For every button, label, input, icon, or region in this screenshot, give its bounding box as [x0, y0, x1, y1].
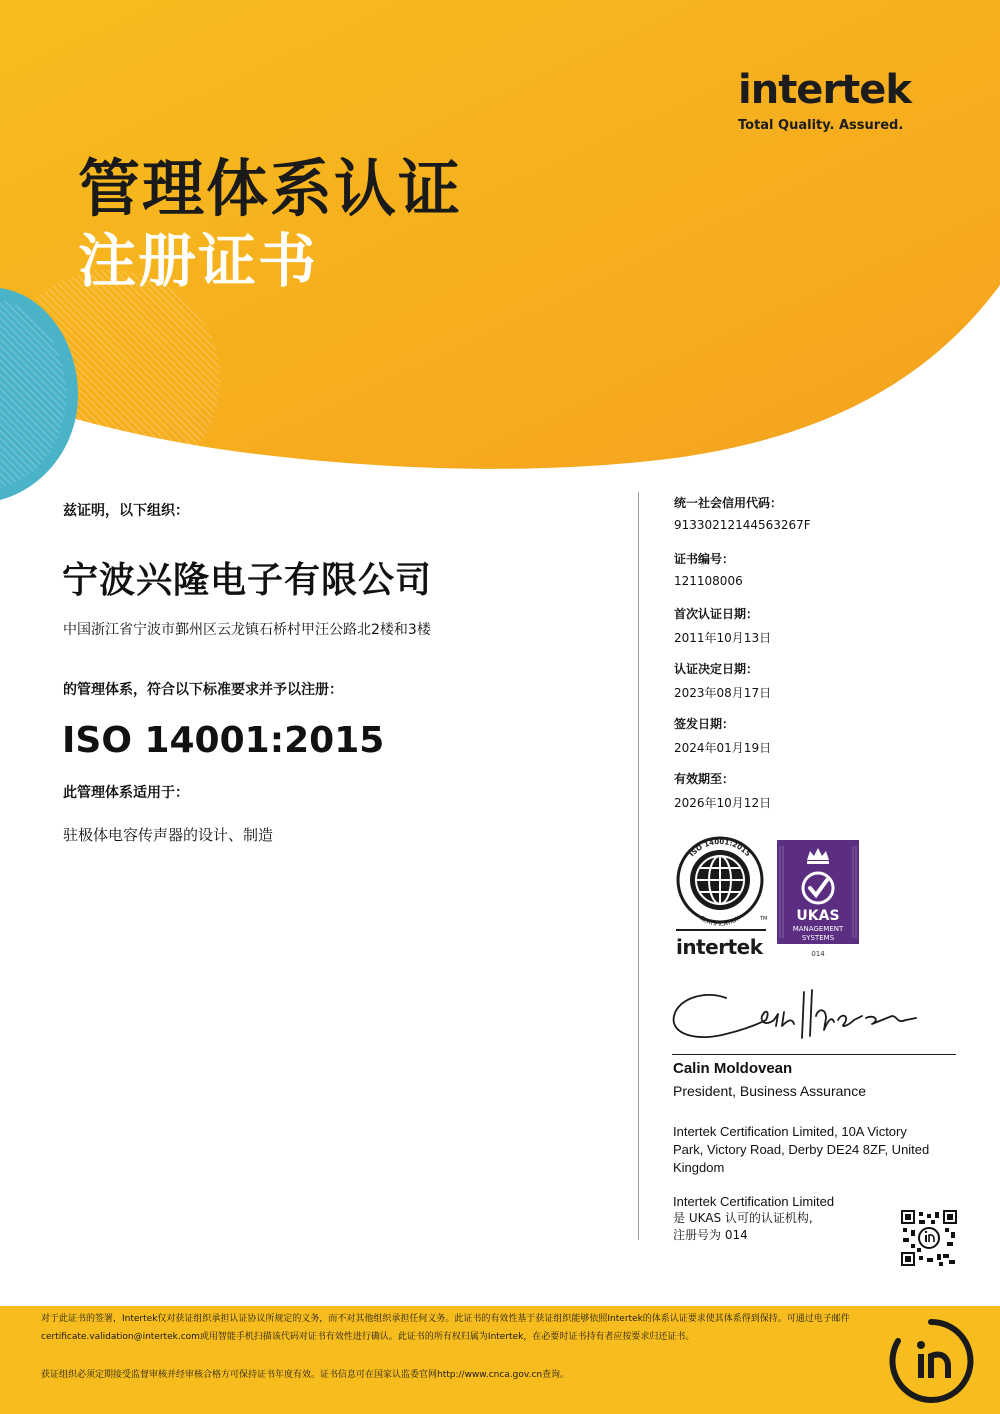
iso-cert-text: CERTIFICATION: [698, 914, 742, 929]
management-statement: 的管理体系，符合以下标准要求并予以注册：: [63, 682, 343, 698]
valid-until-label: 有效期至：: [674, 772, 735, 786]
ukas-sub2: SYSTEMS: [801, 934, 835, 942]
issue-date-value: 2024年01月19日: [674, 741, 772, 755]
ukas-badge: [777, 840, 859, 960]
logo-wordmark: intertek: [738, 67, 912, 113]
svg-text:CERTIFICATION: [698, 914, 742, 928]
cert-number-label: 证书编号：: [674, 552, 735, 566]
intertek-in-mark-icon: [888, 1318, 974, 1404]
trademark-text: TM: [760, 916, 768, 922]
ukas-accreditation: [673, 1193, 873, 1244]
signature-line: [672, 1054, 956, 1055]
first-cert-value: 2011年10月13日: [674, 631, 772, 645]
company-name: 宁波兴隆电子有限公司: [62, 560, 433, 601]
signatory-name: Calin Moldovean: [673, 1060, 793, 1077]
issue-date-label: 签发日期：: [674, 717, 735, 731]
credit-code-value: 91330212144563267F: [674, 518, 811, 532]
iso-ring-text: ISO 14001:2015: [687, 837, 752, 859]
intro-text: 兹证明，以下组织：: [63, 503, 189, 519]
ukas-line-3: 注册号为 014: [673, 1228, 748, 1242]
scope-heading: 此管理体系适用于：: [63, 785, 189, 801]
logo-tagline: Total Quality. Assured.: [738, 118, 904, 133]
ukas-number: 014: [811, 950, 825, 958]
decision-date-value: 2023年08月17日: [674, 686, 772, 700]
ukas-line-1: Intertek Certification Limited: [673, 1194, 835, 1209]
column-divider: [638, 492, 639, 1240]
first-cert-label: 首次认证日期：: [674, 607, 759, 621]
footer-surveillance-note: 获证组织必须定期接受监督审核并经审核合格方可保持证书年度有效。证书信息可在国家认监委官网http://www.cnca.gov.cn查询。: [41, 1370, 570, 1380]
company-address: 中国浙江省宁波市鄞州区云龙镇石桥村甲汪公路北2楼和3楼: [63, 622, 431, 638]
ukas-sub1: MANAGEMENT: [792, 925, 844, 933]
credit-code-label: 统一社会信用代码：: [674, 496, 783, 510]
signatory-title: President, Business Assurance: [673, 1083, 866, 1099]
ukas-line-2: 是 UKAS 认可的认证机构,: [673, 1211, 813, 1225]
footer-terms: 对于此证书的签署，Intertek仅对获证组织承担认证协议所规定的义务，而不对其他组织承担任何义务。此证书的有效性基于获证组织能够依照Intertek的体系认证要求使其体系得到保持。可通过电子邮件certificate.validation@intertek.com或用智能手机扫描该代码对证书有效性进行确认。此证书的所有权归属为Intertek，在必要时证书持有者应按要求归还证书。: [41, 1314, 850, 1342]
cert-number-value: 121108006: [674, 574, 743, 588]
decision-date-label: 认证决定日期：: [674, 662, 759, 676]
qr-code[interactable]: [901, 1210, 957, 1266]
intertek-logo: [738, 67, 938, 133]
certificate-title: 管理体系认证: [78, 152, 463, 225]
badge-logo-word: intertek: [676, 935, 763, 959]
ukas-name: UKAS: [796, 908, 840, 924]
issuer-address: Intertek Certification Limited, 10A Victory Park, Victory Road, Derby DE24 8ZF, United Kingdom: [673, 1124, 930, 1175]
handwritten-signature: [666, 986, 956, 1048]
certificate-subtitle: 注册证书: [78, 227, 319, 295]
scope-text: 驻极体电容传声器的设计、制造: [63, 826, 274, 844]
valid-until-value: 2026年10月12日: [674, 796, 772, 810]
iso-certification-badge: [672, 836, 770, 960]
standard-name: ISO 14001:2015: [62, 720, 385, 761]
